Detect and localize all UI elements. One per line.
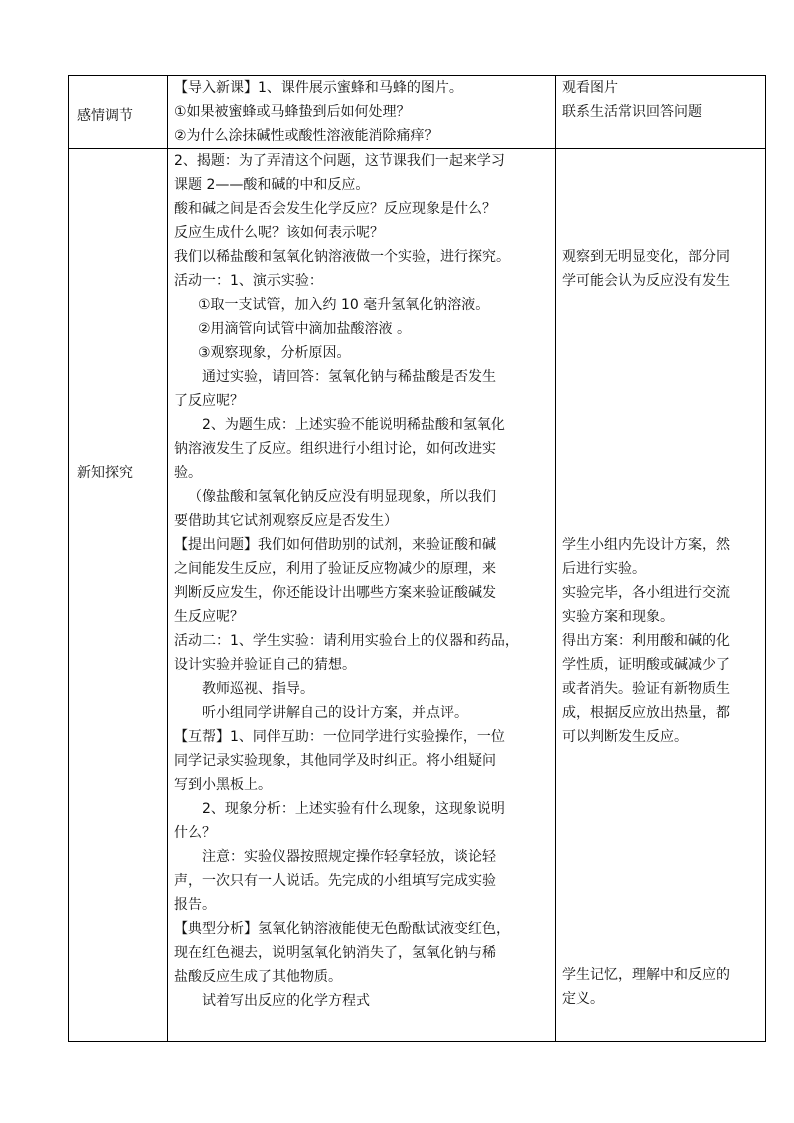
text-line: 活动一：1、演示实验：: [174, 273, 323, 289]
text-line: 酸和碱之间是否会发生化学反应？反应现象是什么？: [174, 201, 496, 217]
text-line: 观察到无明显变化，部分同: [562, 249, 730, 265]
stage-label: 新知探究: [77, 465, 133, 481]
text-line: 盐酸反应生成了其他物质。: [174, 969, 342, 985]
text-line: 学生记忆，理解中和反应的: [562, 967, 730, 983]
lesson-plan-table: [68, 75, 766, 1042]
text-line: 生反应呢？: [174, 609, 244, 625]
text-line: 活动二：1、学生实验：请利用实验台上的仪器和药品，: [174, 633, 519, 649]
text-line: 联系生活常识回答问题: [562, 104, 702, 120]
text-line: 实验方案和现象。: [562, 609, 674, 625]
text-line: 【典型分析】氢氧化钠溶液能使无色酚酞试液变红色，: [174, 921, 510, 937]
text-line: 通过实验，请回答：氢氧化钠与稀盐酸是否发生: [202, 369, 496, 385]
text-line: 2、为题生成：上述实验不能说明稀盐酸和氢氧化: [202, 417, 505, 433]
text-line: 听小组同学讲解自己的设计方案，并点评。: [202, 705, 468, 721]
text-line: 试着写出反应的化学方程式: [202, 993, 370, 1009]
text-line: 我们以稀盐酸和氢氧化钠溶液做一个实验，进行探究。: [174, 249, 510, 265]
text-line: ①如果被蜜蜂或马蜂蛰到后如何处理？: [174, 104, 411, 120]
text-line: 注意：实验仪器按照规定操作轻拿轻放，谈论轻: [202, 849, 496, 865]
teacher-activity-cell: [168, 149, 556, 1042]
text-line: 学可能会认为反应没有发生: [562, 273, 730, 289]
text-line: 验。: [174, 465, 202, 481]
text-line: 了反应呢？: [174, 393, 244, 409]
text-line: 同学记录实验现象，其他同学及时纠正。将小组疑问: [174, 753, 496, 769]
text-line: 【提出问题】我们如何借助别的试剂，来验证酸和碱: [174, 537, 496, 553]
text-line: 什么？: [174, 825, 216, 841]
table-row: [69, 76, 766, 149]
text-line: ①取一支试管，加入约 10 毫升氢氧化钠溶液。: [198, 297, 490, 313]
table-row: [69, 149, 766, 1042]
stage-cell: [69, 76, 168, 149]
text-line: 声，一次只有一人说话。先完成的小组填写完成实验: [174, 873, 496, 889]
student-note-block: [556, 533, 765, 749]
text-line: 写到小黑板上。: [174, 777, 272, 793]
text-line: 可以判断发生反应。: [562, 729, 688, 745]
text-line: 定义。: [562, 991, 604, 1007]
text-line: 实验完毕，各小组进行交流: [562, 585, 730, 601]
student-activity-cell: [556, 76, 766, 149]
stage-cell: [69, 149, 168, 1042]
text-line: 现在红色褪去，说明氢氧化钠消失了，氢氧化钠与稀: [174, 945, 496, 961]
text-line: 观看图片: [562, 80, 618, 96]
text-line: 【互帮】1、同伴互助：一位同学进行实验操作，一位: [174, 729, 505, 745]
text-line: 学生小组内先设计方案，然: [562, 537, 730, 553]
teacher-activity-cell: [168, 76, 556, 149]
text-line: （像盐酸和氢氧化钠反应没有明显现象，所以我们: [188, 489, 496, 505]
text-line: 判断反应发生，你还能设计出哪些方案来验证酸碱发: [174, 585, 496, 601]
text-line: 学性质，证明酸或碱减少了: [562, 657, 730, 673]
text-line: ③观察现象，分析原因。: [198, 345, 351, 361]
student-note-block: [556, 245, 765, 293]
text-line: 之间能发生反应，利用了验证反应物减少的原理，来: [174, 561, 496, 577]
student-note-block: [556, 963, 765, 1011]
text-line: 课题 2——酸和碱的中和反应。: [174, 177, 370, 193]
text-line: 后进行实验。: [562, 561, 646, 577]
text-line: 2、现象分析：上述实验有什么现象，这现象说明: [202, 801, 505, 817]
text-line: 设计实验并验证自己的猜想。: [174, 657, 356, 673]
text-line: ②用滴管向试管中滴加盐酸溶液 。: [198, 321, 412, 337]
text-line: 钠溶液发生了反应。组织进行小组讨论，如何改进实: [174, 441, 496, 457]
text-line: 报告。: [174, 897, 216, 913]
text-line: ②为什么涂抹碱性或酸性溶液能消除痛痒？: [174, 128, 439, 144]
student-activity-cell: [556, 149, 766, 1042]
text-line: 得出方案：利用酸和碱的化: [562, 633, 730, 649]
text-line: 2、揭题：为了弄清这个问题，这节课我们一起来学习: [174, 153, 505, 169]
text-line: 反应生成什么呢？该如何表示呢？: [174, 225, 384, 241]
text-line: 或者消失。验证有新物质生: [562, 681, 730, 697]
text-line: 教师巡视、指导。: [202, 681, 314, 697]
student-notes: [556, 149, 765, 1041]
text-line: 要借助其它试剂观察反应是否发生）: [174, 513, 398, 529]
text-line: 【导入新课】1、课件展示蜜蜂和马蜂的图片。: [174, 80, 463, 96]
stage-label: 感情调节: [77, 108, 133, 124]
text-line: 成，根据反应放出热量，都: [562, 705, 730, 721]
